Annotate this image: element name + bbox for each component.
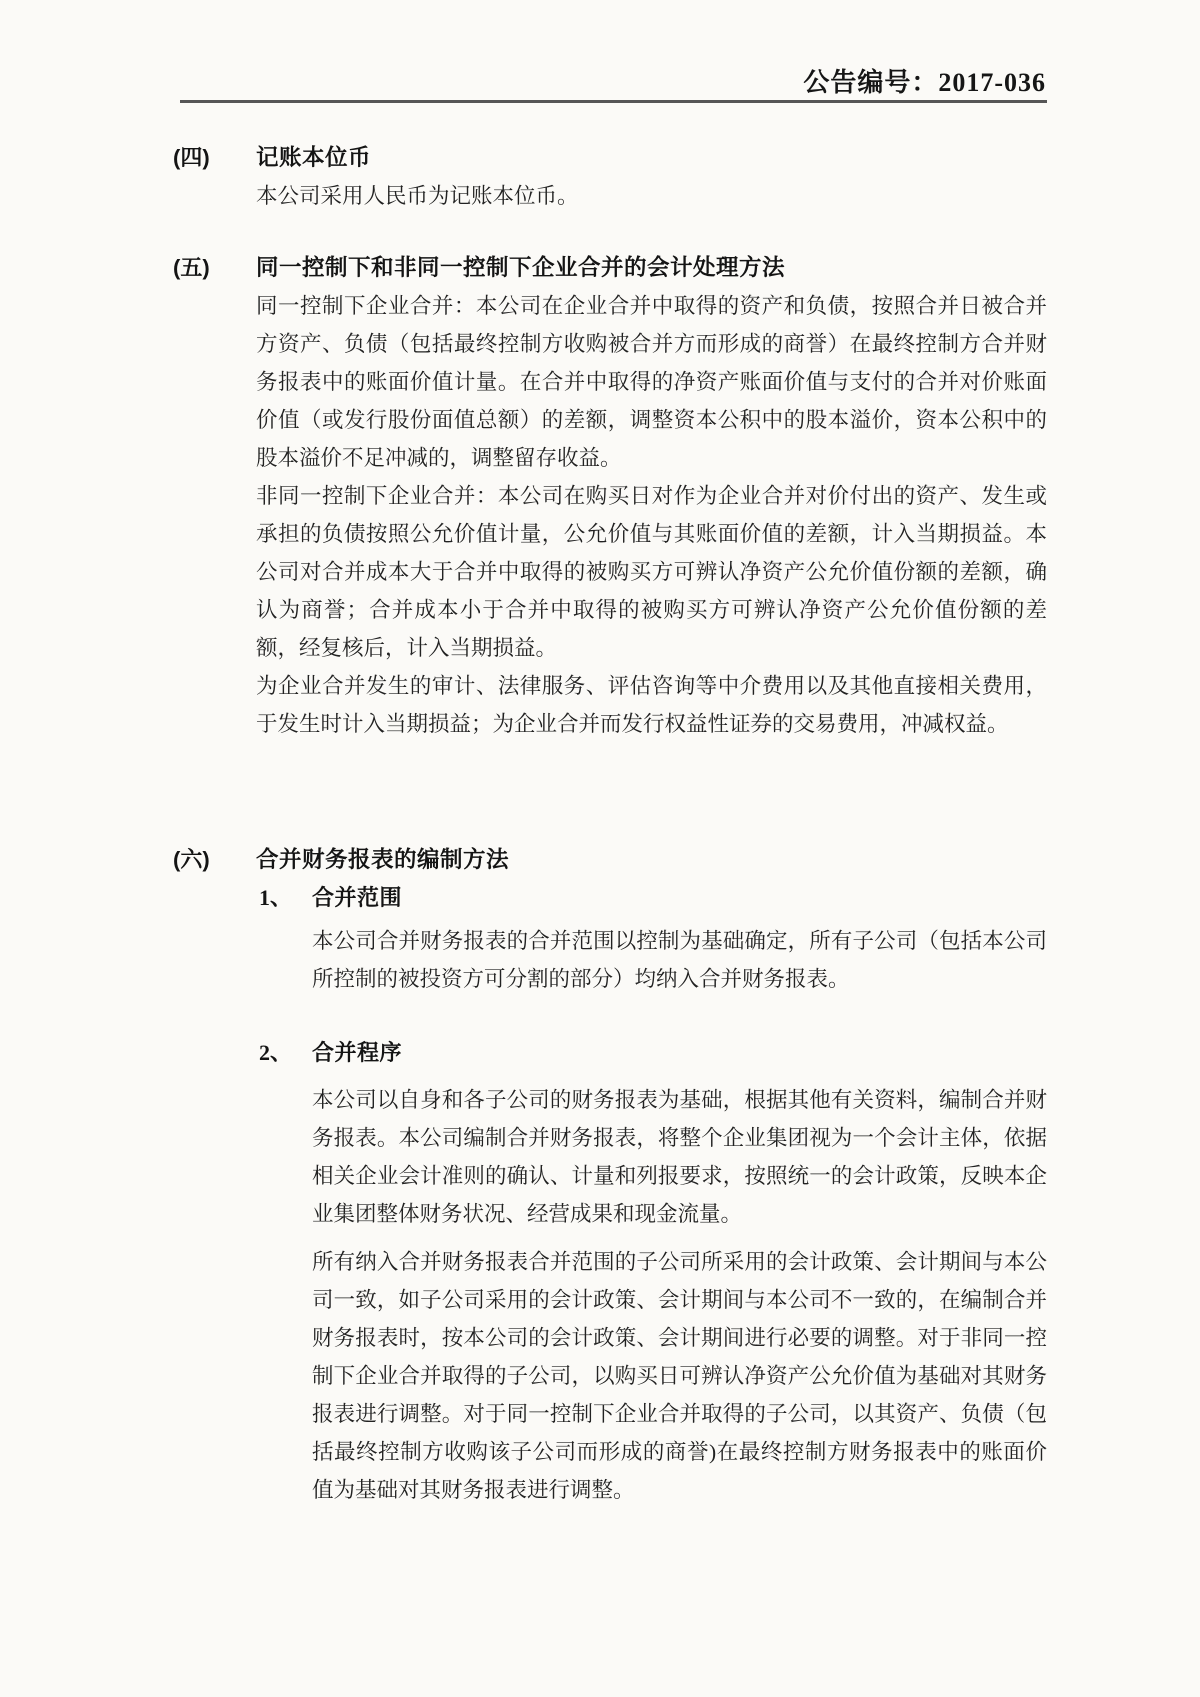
paragraph: 同一控制下企业合并：本公司在企业合并中取得的资产和负债，按照合并日被合并方资产、负债（包括最终控制方收购被合并方而形成的商誉）在最终控制方合并财务报表中的账面价值计量。在合并中取得的净资产账面价值与支付的合并对价账面价值（或发行股份面值总额）的差额，调整资本公积中的股本溢价，资本公积中的股本溢价不足冲减的，调整留存收益。 (256, 294, 1047, 470)
subsection-consolidation-scope (259, 879, 1047, 998)
paragraph: 非同一控制下企业合并：本公司在购买日对作为企业合并对价付出的资产、发生或承担的负债按照公允价值计量，公允价值与其账面价值的差额，计入当期损益。本公司对合并成本大于合并中取得的被购买方可辨认净资产公允价值份额的差额，确认为商誉；合并成本小于合并中取得的被购买方可辨认净资产公允价值份额的差额，经复核后，计入当期损益。 (256, 484, 1047, 660)
subsection-number: 2、 (259, 1040, 293, 1065)
subsection-heading (259, 1034, 1047, 1072)
section-number: (四) (173, 145, 210, 170)
paragraph: 本公司合并财务报表的合并范围以控制为基础确定，所有子公司（包括本公司所控制的被投资方可分割的部分）均纳入合并财务报表。 (312, 929, 1047, 991)
section-consolidated-statements (173, 841, 1047, 1509)
section-heading (173, 139, 1047, 177)
document-body (173, 139, 1047, 1509)
subsection-body (312, 922, 1047, 998)
section-title: 同一控制下和非同一控制下企业合并的会计处理方法 (256, 255, 786, 280)
announcement-number: 公告编号：2017-036 (803, 68, 1046, 97)
subsection-consolidation-procedure (259, 1034, 1047, 1509)
paragraph: 本公司采用人民币为记账本位币。 (256, 184, 579, 208)
subsection-title: 合并程序 (312, 1040, 403, 1065)
paragraph: 为企业合并发生的审计、法律服务、评估咨询等中介费用以及其他直接相关费用，于发生时计入当期损益；为企业合并而发行权益性证券的交易费用，冲减权益。 (256, 674, 1047, 736)
header-divider (180, 100, 1047, 103)
section-body (256, 287, 1047, 743)
section-functional-currency (173, 139, 1047, 215)
subsection-title: 合并范围 (312, 885, 403, 910)
subsection-number: 1、 (259, 885, 293, 910)
subsection-body (312, 1081, 1047, 1509)
section-number: (六) (173, 847, 210, 872)
section-title: 合并财务报表的编制方法 (256, 847, 510, 872)
paragraph: 所有纳入合并财务报表合并范围的子公司所采用的会计政策、会计期间与本公司一致，如子公司采用的会计政策、会计期间与本公司不一致的，在编制合并财务报表时，按本公司的会计政策、会计期间进行必要的调整。对于非同一控制下企业合并取得的子公司，以购买日可辨认净资产公允价值为基础对其财务报表进行调整。对于同一控制下企业合并取得的子公司，以其资产、负债（包括最终控制方收购该子公司而形成的商誉)在最终控制方财务报表中的账面价值为基础对其财务报表进行调整。 (312, 1250, 1047, 1502)
section-heading (173, 841, 1047, 879)
section-number: (五) (173, 255, 210, 280)
section-heading (173, 249, 1047, 287)
paragraph: 本公司以自身和各子公司的财务报表为基础，根据其他有关资料，编制合并财务报表。本公司编制合并财务报表，将整个企业集团视为一个会计主体，依据相关企业会计准则的确认、计量和列报要求，按照统一的会计政策，反映本企业集团整体财务状况、经营成果和现金流量。 (312, 1088, 1047, 1226)
subsection-heading (259, 879, 1047, 917)
section-body (256, 177, 1047, 215)
section-business-combinations (173, 249, 1047, 743)
section-title: 记账本位币 (256, 145, 372, 170)
